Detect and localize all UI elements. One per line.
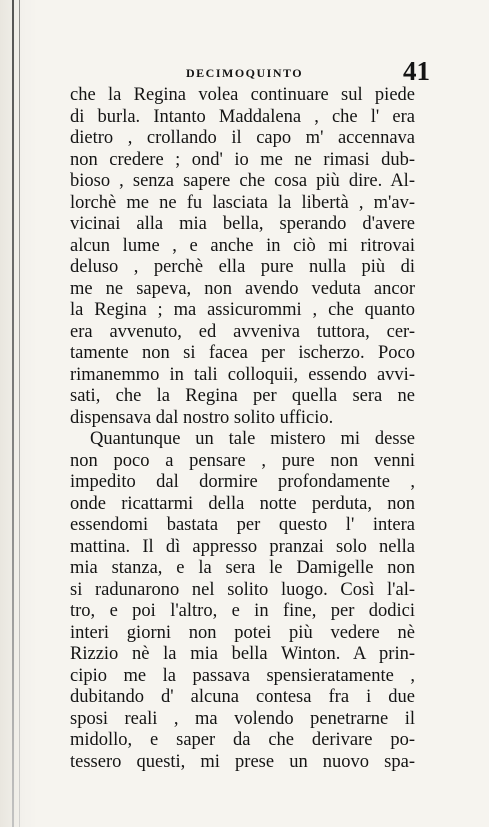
text-line: sposi reali , ma volendo penetrarne il — [70, 708, 415, 729]
text-line: sati, che la Regina per quella sera ne — [70, 386, 415, 406]
text-line: bioso , senza sapere che cosa più dire. Al- — [70, 171, 415, 191]
text-line: vicinai alla mia bella, sperando d'avere — [70, 214, 415, 234]
body-text — [70, 85, 415, 773]
text-line: tro, e poi l'altro, e in fine, per dodici — [70, 601, 415, 621]
text-line: cipio me la passava spensieratamente , — [70, 665, 415, 686]
text-line: rimanemmo in tali colloquii, essendo avvi- — [70, 364, 415, 385]
text-line: mattina. Il dì appresso pranzai solo nella — [70, 536, 415, 557]
page-number: 41 — [403, 56, 430, 86]
text-line: alcun lume , e anche in ciò mi ritrovai — [70, 235, 415, 256]
text-line: lorchè me ne fu lasciata la libertà , m'av- — [70, 192, 415, 213]
text-line: tamente non si facea per ischerzo. Poco — [70, 343, 415, 363]
text-line: deluso , perchè ella pure nulla più di — [70, 257, 415, 277]
binding-edge-line-secondary — [19, 0, 20, 827]
text-line: non poco a pensare , pure non venni — [70, 450, 415, 471]
paragraph-start-line: Quantunque un tale mistero mi desse — [90, 429, 415, 449]
text-line: onde ricattarmi della notte perduta, non — [70, 493, 415, 514]
text-line: si radunarono nel solito luogo. Così l'al- — [70, 579, 415, 600]
text-line: tessero questi, mi prese un nuovo spa- — [70, 751, 415, 772]
page-gutter — [0, 0, 38, 827]
binding-edge-line — [12, 0, 14, 827]
text-line: non credere ; ond' io me ne rimasi dub- — [70, 149, 415, 170]
text-line: Rizzio nè la mia bella Winton. A prin- — [70, 644, 415, 664]
text-line: di burla. Intanto Maddalena , che l' era — [70, 106, 415, 127]
text-line: mia stanza, e la sera le Damigelle non — [70, 558, 415, 578]
running-head: DECIMOQUINTO — [186, 66, 304, 80]
text-line: dietro , crollando il capo m' accennava — [70, 128, 415, 148]
text-line: midollo, e saper da che derivare po- — [70, 730, 415, 750]
text-line: essendomi bastata per questo l' intera — [70, 515, 415, 535]
text-line: impedito dal dormire profondamente , — [70, 472, 415, 492]
text-line: era avvenuto, ed avveniva tuttora, cer- — [70, 321, 415, 342]
text-line: la Regina ; ma assicurommi , che quanto — [70, 300, 415, 320]
text-line: che la Regina volea continuare sul piede — [70, 85, 415, 105]
text-line: dubitando d' alcuna contesa fra i due — [70, 687, 415, 707]
text-line: interi giorni non potei più vedere nè — [70, 622, 415, 643]
text-line: dispensava dal nostro solito ufficio. — [70, 407, 334, 428]
text-line: me ne sapeva, non avendo veduta ancor — [70, 278, 415, 299]
